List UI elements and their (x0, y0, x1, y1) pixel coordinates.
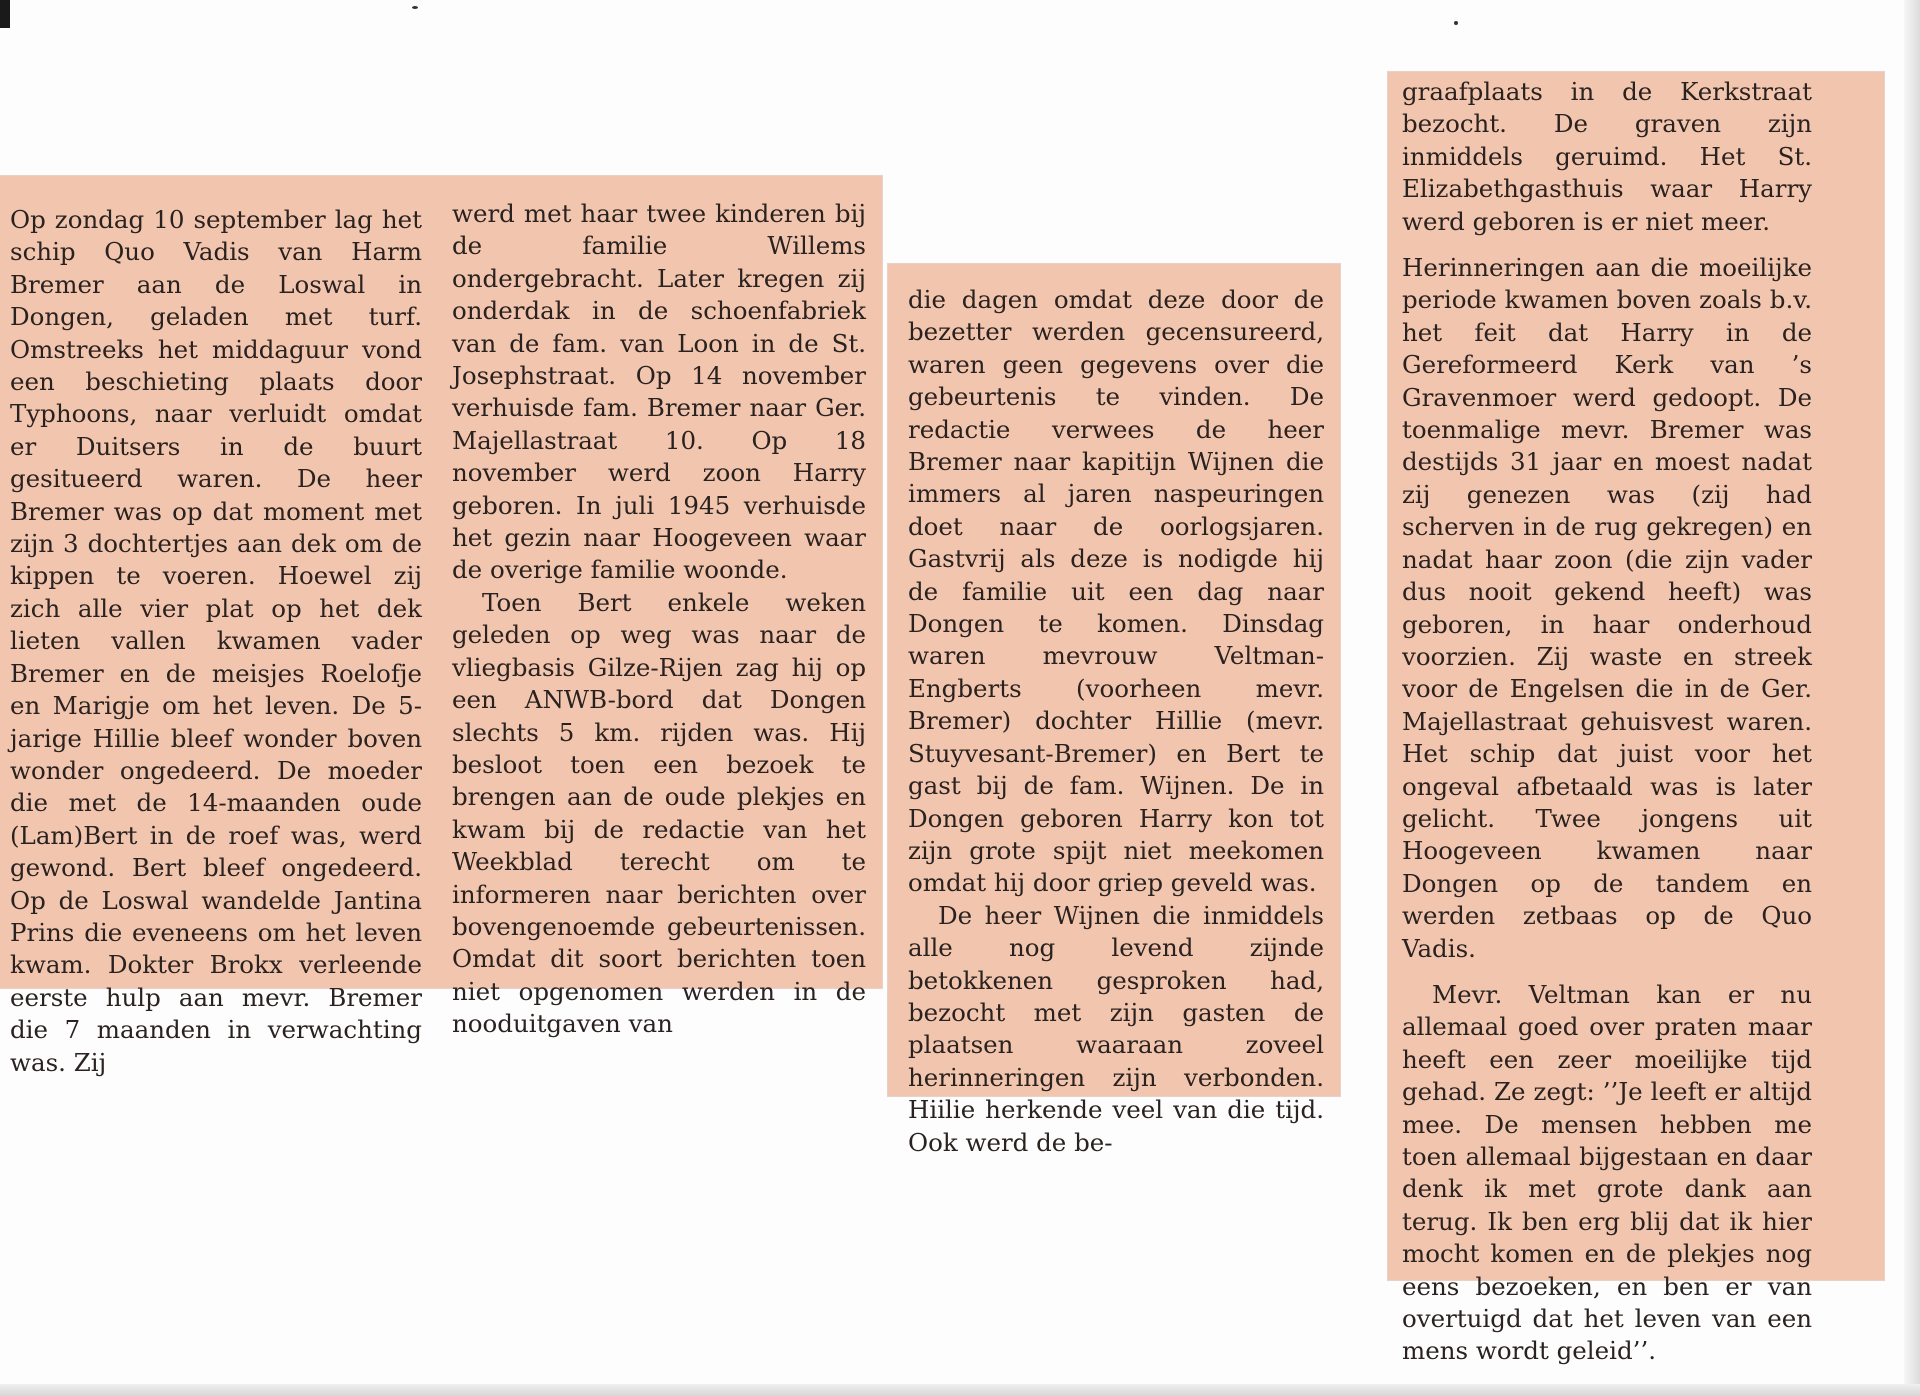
article-paragraph: Toen Bert enkele weken geleden op weg was naar de vliegbasis Gilze-Rijen zag hij op een ANWB-bord dat Dongen slechts 5 km. rijden was. Hij besloot toen een bezoek te brengen aan de oude plekjes en kwam bij de redactie van het Weekblad terecht om te informeren naar berichten over bovengenoemde gebeurtenissen. Omdat dit soort berichten toen niet opgenomen werden in de nooduitgaven van (452, 587, 866, 1039)
article-paragraph: die dagen omdat deze door de bezetter werden gecensureerd, waren geen gegevens over die gebeurtenis te vinden. De redactie verwees de heer Bremer naar kapitijn Wijnen die immers al jaren naspeuringen doet naar de oorlogsjaren. Gastvrij als deze is nodigde hij de familie uit een dag naar Dongen te komen. Dinsdag waren mevrouw Veltman-Engberts (voorheen mevr. Bremer) dochter Hillie (mevr. Stuyvesant-Bremer) en Bert te gast bij de fam. Wijnen. De in Dongen geboren Harry kon tot zijn grote spijt niet meekomen omdat hij door griep geveld was. (908, 285, 1324, 898)
article-paragraph: Herinneringen aan die moeilijke periode kwamen boven zoals b.v. het feit dat Harry in de Gereformeerd Kerk van ’s Gravenmoer werd gedoopt. De toenmalige mevr. Bremer was destijds 31 jaar en moest nadat zij genezen was (zij had scherven in de rug gekregen) en nadat haar zoon (die zijn vader dus nooit gekend heeft) was geboren, in haar onderhoud voorzien. Zij waste en streek voor de Engelsen die in de Ger. Majellastraat gehuisvest waren. Het schip dat juist voor het ongeval afbetaald was is later gelicht. Twee jongens uit Hoogeveen kwamen naar Dongen op de tandem en werden zetbaas op de Quo Vadis. (1402, 253, 1812, 963)
article-paragraph: werd met haar twee kinderen bij de familie Willems ondergebracht. Later kregen zij onderdak in de schoenfabriek van de fam. van Loon in de St. Josephstraat. Op 14 november verhuisde fam. Bremer naar Ger. Majellastraat 10. Op 18 november werd zoon Harry geboren. In juli 1945 verhuisde het gezin naar Hoogeveen waar de overige familie woonde. (452, 199, 866, 585)
article-paragraph: De heer Wijnen die inmiddels alle nog levend zijnde betokkenen gesproken had, bezocht met zijn gasten de plaatsen waaraan zoveel herinneringen zijn verbonden. Hiilie herkende veel van die tijd. Ook werd de be- (908, 900, 1324, 1157)
article-column-4 (1402, 76, 1812, 1368)
article-column-1 (10, 204, 422, 1079)
scan-bottom-edge (0, 1384, 1920, 1396)
scan-right-edge (1904, 0, 1920, 1396)
scan-corner-mark (0, 0, 10, 28)
article-column-2 (452, 198, 866, 1041)
newspaper-clipping-1 (0, 176, 882, 1077)
article-paragraph: graafplaats in de Kerkstraat bezocht. De graven zijn inmiddels geruimd. Het St. Elizabethgasthuis waar Harry werd geboren is er niet meer. (1402, 77, 1812, 236)
dust-speck (412, 6, 418, 9)
article-paragraph: Mevr. Veltman kan er nu allemaal goed over praten maar heeft een zeer moeilijke tijd gehad. Ze zegt: ’’Je leeft er altijd mee. De mensen hebben me toen allemaal bijgestaan en daar denk ik met grote dank aan terug. Ik ben erg blij dat ik hier mocht komen en de plekjes nog eens bezoeken, en ben er van overtuigd dat het leven van een mens wordt geleid’’. (1402, 979, 1812, 1366)
newspaper-clipping-2 (888, 264, 1340, 1157)
newspaper-clipping-3 (1388, 72, 1884, 1366)
article-column-3 (908, 284, 1324, 1159)
article-paragraph: Op zondag 10 september lag het schip Quo Vadis van Harm Bremer aan de Loswal in Dongen, geladen met turf. Omstreeks het middaguur vond een beschieting plaats door Typhoons, naar verluidt omdat er Duitsers in de buurt gesitueerd waren. De heer Bremer was op dat moment met zijn 3 dochtertjes aan dek om de kippen te voeren. Hoewel zij zich alle vier plat op het dek lieten vallen kwamen vader Bremer en de meisjes Roelofje en Marigje om het leven. De 5-jarige Hillie bleef wonder boven wonder ongedeerd. De moeder die met de 14-maanden oude (Lam)Bert in de roef was, werd gewond. Bert bleef ongedeerd. Op de Loswal wandelde Jantina Prins die eveneens om het leven kwam. Dokter Brokx verleende eerste hulp aan mevr. Bremer die 7 maanden in verwachting was. Zij (10, 205, 422, 1077)
dust-speck (1454, 21, 1458, 25)
